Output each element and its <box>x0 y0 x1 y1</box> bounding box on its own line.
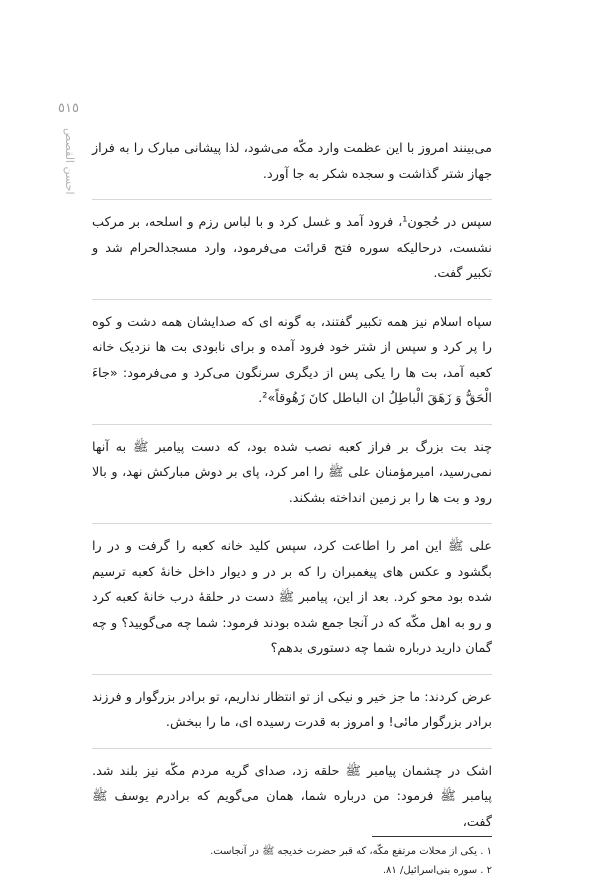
running-book-title: احسن القصص <box>63 127 76 195</box>
paragraph-divider <box>92 424 492 425</box>
page-body <box>92 136 492 880</box>
footnotes <box>92 842 492 880</box>
paragraph-divider <box>92 748 492 749</box>
footnote-separator <box>372 836 492 837</box>
page-number: ٥١٥ <box>58 101 79 116</box>
paragraph-divider <box>92 199 492 200</box>
paragraph-6: عرض کردند: ما جز خیر و نیکی از تو انتظار نداریم، تو برادر بزرگوار و فرزند برادر بزرگوار مائی! و امروز به قدرت رسیده ای، ما را ببخش. <box>92 689 492 730</box>
footnote-2: ٢ . سوره بنی‌اسرائیل/ ٨١. <box>382 865 492 876</box>
paragraph-2: سپس در حُجون¹، فرود آمد و غسل کرد و با لباس رزم و اسلحه، بر مرکب نشست، درحالیکه سوره فتح قرائت می‌فرمود، وارد مسجدالحرام شد و تکبیر گفت. <box>92 215 493 281</box>
paragraph-5: علی ﷺ این امر را اطاعت کرد، سپس کلید خانه کعبه را گرفت و در را بگشود و عکس های پیغمبران را که بر در و دیوار داخل خانهٔ کعبه ترسیم شده بود محو کرد. بعد از این، پیامبر ﷺ دست در حلقهٔ درب خانهٔ کعبه کرد و رو به اهل مکّه که در آنجا جمع شده بودند فرمود: شما چه می‌گویید؟ و چه گمان دارید درباره شما چه دستوری بدهم؟ <box>92 539 492 656</box>
paragraph-1: می‌بینند امروز با این عظمت وارد مکّه می‌شود، لذا پیشانی مبارک را به فراز جهاز شتر گذاشت و سجده شکر به جا آورد. <box>92 141 492 182</box>
paragraph-7: اشک در چشمان پیامبر ﷺ حلقه زد، صدای گریه مردم مکّه نیز بلند شد. پیامبر ﷺ فرمود: من درباره شما، همان می‌گویم که برادرم یوسف ﷺ گفت، <box>92 763 492 830</box>
paragraph-3: سپاه اسلام نیز همه تکبیر گفتند، به گونه ای که صدایشان همه دشت و کوه را پر کرد و سپس از شتر خود فرود آمده و برای نابودی بت ها نزدیک خانه کعبه آمد، بت ها را یکی پس از دیگری سرنگون می‌کرد و می‌فرمود: «جاءَ الْحَقُّ وَ زَهَقَ الْباطِلُ ان الباطل كانَ زَهُوقاً»². <box>92 314 492 406</box>
paragraph-divider <box>92 299 492 300</box>
footnote-1: ١ . یکی از محلات مرتفع مکّه، که قبر حضرت خدیجه ﷺ در آنجاست. <box>210 846 492 857</box>
paragraph-divider <box>92 674 492 675</box>
paragraph-4: چند بت بزرگ بر فراز کعبه نصب شده بود، که دست پیامبر ﷺ به آنها نمی‌رسید، امیرمؤمنان علی ﷺ را امر کرد، پای بر دوش مبارکش نهد، و بالا رود و بت ها را بر زمین انداخته بشکند. <box>92 439 492 506</box>
paragraph-divider <box>92 523 492 524</box>
